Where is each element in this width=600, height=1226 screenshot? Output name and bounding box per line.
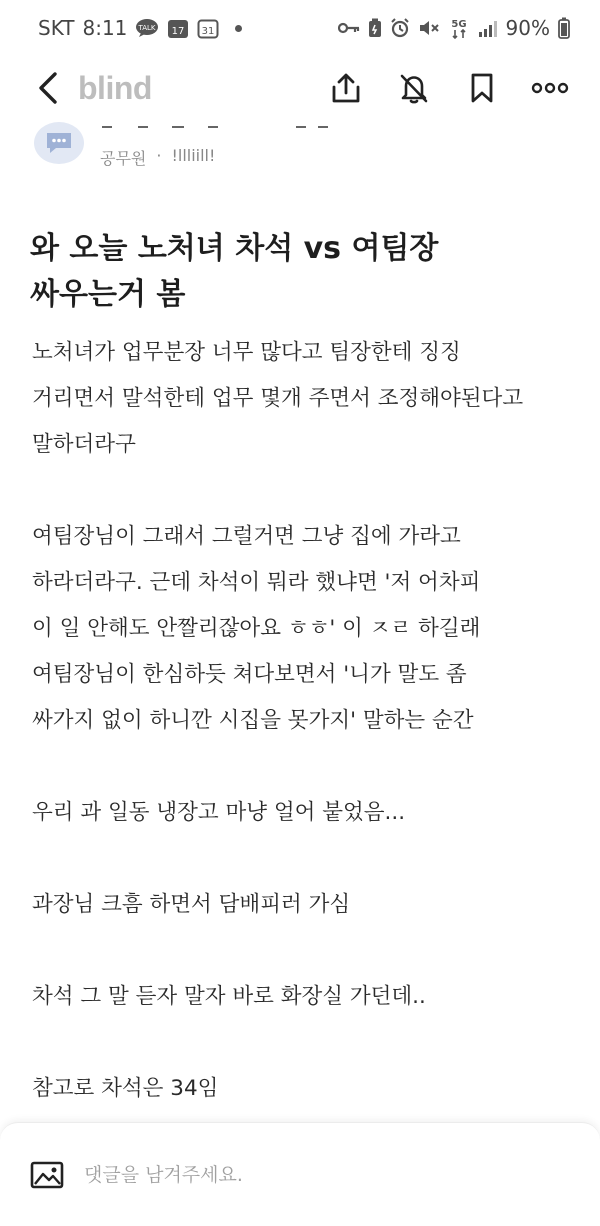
share-button[interactable] — [324, 64, 368, 112]
bookmark-button[interactable] — [460, 64, 504, 112]
author-name-masked — [100, 122, 360, 134]
back-button[interactable] — [30, 64, 66, 112]
post-line: 우리 과 일동 냉장고 마냥 얼어 붙었음... — [32, 800, 406, 825]
post-line: 여팀장님이 그래서 그럴거면 그냥 집에 가라고 — [32, 524, 461, 549]
alarm-icon — [390, 18, 410, 38]
status-bar — [0, 0, 600, 56]
chat-bubble-icon — [44, 130, 74, 156]
notification-toggle-button[interactable] — [392, 64, 436, 112]
post-line: 과장님 크흠 하면서 담배피러 가심 — [32, 892, 351, 917]
post-line: 이 일 안해도 안짤리잖아요 ㅎㅎ' 이 ㅈㄹ 하길래 — [32, 616, 481, 641]
brand-logo[interactable]: blind — [78, 69, 152, 106]
post-line: 말하더라구 — [32, 432, 136, 457]
network-5g-icon — [448, 16, 470, 40]
image-icon — [30, 1160, 64, 1190]
share-icon — [329, 71, 363, 105]
calendar-icon — [167, 17, 189, 39]
back-icon — [37, 71, 59, 105]
carrier-label: SKT — [38, 16, 75, 40]
post-line: 하라더라구. 근데 차석이 뭐라 했냐면 '저 어차피 — [32, 570, 481, 595]
post-paragraph — [32, 1066, 572, 1112]
post-line: 차석 그 말 듣자 말자 바로 화장실 가던데.. — [32, 984, 426, 1009]
app-bar — [0, 58, 600, 118]
author-company[interactable]: 공무원 — [100, 149, 147, 168]
battery-icon — [558, 17, 570, 39]
comment-bar — [0, 1122, 600, 1226]
post-line: 여팀장님이 한심하듯 쳐다보면서 '니가 말도 좀 — [32, 662, 467, 687]
post-title-line: 싸우는거 봄 — [30, 277, 186, 312]
signal-icon — [478, 19, 498, 37]
svg-text:TALK: TALK — [138, 24, 156, 32]
calendar-day-2: 31 — [202, 26, 215, 37]
post-paragraph — [32, 514, 572, 744]
author-separator: · — [156, 146, 162, 165]
more-button[interactable] — [528, 64, 572, 112]
status-left — [38, 16, 242, 40]
app-actions — [324, 64, 572, 112]
author-info — [100, 146, 360, 169]
calendar-day-1: 17 — [172, 26, 185, 37]
post-line: 거리면서 말석한테 업무 몇개 주면서 조정해야된다고 — [32, 386, 524, 411]
comment-input[interactable] — [84, 1164, 564, 1186]
post-paragraph — [32, 790, 572, 836]
post-title-line: 와 오늘 노처녀 차석 vs 여팀장 — [30, 231, 439, 266]
post-paragraph — [32, 330, 572, 468]
clock: 8:11 — [82, 16, 128, 40]
author-meta — [100, 122, 360, 169]
post-paragraph — [32, 974, 572, 1020]
post-line: 참고로 차석은 34임 — [32, 1076, 219, 1101]
battery-saver-icon — [368, 18, 382, 38]
post-line: 노처녀가 업무분장 너무 많다고 팀장한테 징징 — [32, 340, 461, 365]
post-title — [30, 226, 570, 318]
post-line: 싸가지 없이 하니깐 시집을 못가지' 말하는 순간 — [32, 708, 474, 733]
notification-dot-icon — [235, 25, 242, 32]
bookmark-icon — [467, 71, 497, 105]
mute-icon — [418, 18, 440, 38]
calendar-outline-icon — [197, 17, 219, 39]
battery-percent: 90% — [505, 16, 550, 40]
post-body — [32, 330, 572, 1158]
more-icon — [531, 82, 569, 94]
notifications-off-icon — [397, 71, 431, 105]
talk-chat-icon — [135, 18, 159, 38]
post-paragraph — [32, 882, 572, 928]
author-row — [34, 122, 574, 182]
author-nickname: !llliill! — [171, 146, 216, 165]
status-right — [338, 16, 570, 40]
key-icon — [338, 21, 360, 35]
avatar[interactable] — [34, 122, 84, 164]
image-attach-button[interactable] — [28, 1156, 66, 1194]
network-label: 5G — [450, 19, 467, 30]
